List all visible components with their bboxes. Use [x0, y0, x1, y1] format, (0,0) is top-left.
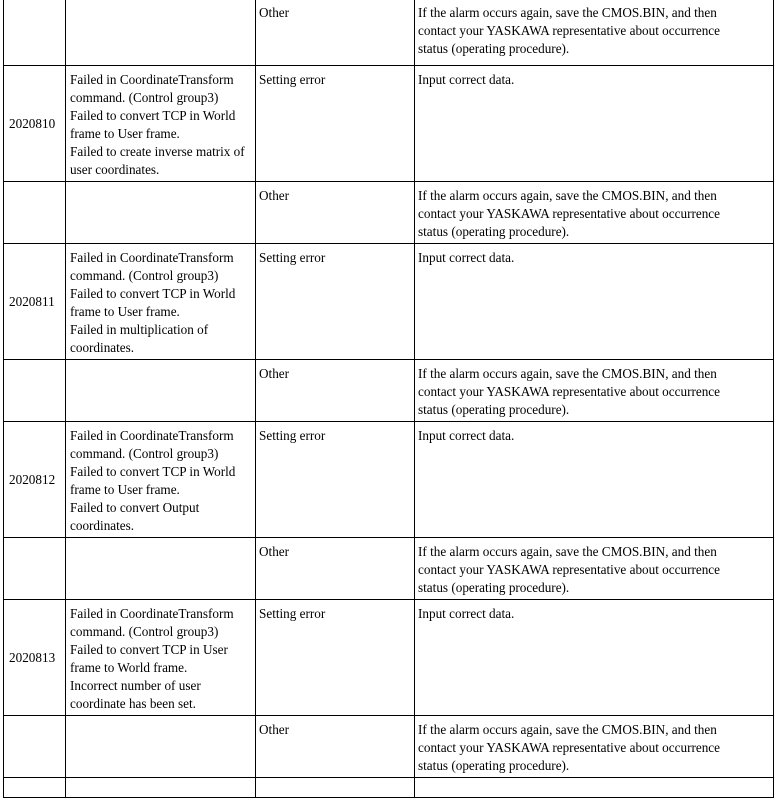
- cause-type-cell: [256, 182, 415, 244]
- cause-cell: [66, 716, 256, 778]
- remedy-line: If the alarm occurs again, save the CMOS.BIN, and then: [418, 188, 717, 203]
- cause-line: Failed to create inverse matrix of: [70, 144, 245, 159]
- cause-type-cell: [256, 66, 415, 182]
- remedy-cell: [415, 422, 774, 538]
- remedy-cell: [415, 360, 774, 422]
- remedy-line: Input correct data.: [418, 606, 515, 621]
- table-row: [4, 538, 774, 600]
- cause-line: coordinates.: [70, 340, 135, 355]
- alarm-code-cell: [4, 716, 66, 778]
- remedy-line: If the alarm occurs again, save the CMOS.BIN, and then: [418, 366, 717, 381]
- cause-cell: [66, 422, 256, 538]
- remedy-line: status (operating procedure).: [418, 224, 570, 239]
- cause-type-cell: [256, 778, 415, 798]
- cause-line: Failed in CoordinateTransform: [70, 250, 234, 265]
- cause-type: Other: [259, 722, 290, 737]
- table-row: [4, 0, 774, 66]
- cause-line: Failed in CoordinateTransform: [70, 428, 234, 443]
- cause-cell: [66, 0, 256, 66]
- remedy-line: contact your YASKAWA representative about occurrence: [418, 206, 721, 221]
- cause-line: Failed to convert TCP in World: [70, 464, 236, 479]
- remedy-line: status (operating procedure).: [418, 580, 570, 595]
- alarm-code-cell: [4, 244, 66, 360]
- cause-cell: [66, 66, 256, 182]
- cause-line: frame to User frame.: [70, 126, 180, 141]
- remedy-line: If the alarm occurs again, save the CMOS.BIN, and then: [418, 544, 717, 559]
- remedy-line: status (operating procedure).: [418, 41, 570, 56]
- remedy-line: status (operating procedure).: [418, 402, 570, 417]
- alarm-table-body: [4, 0, 774, 798]
- cause-cell: [66, 182, 256, 244]
- remedy-line: Input correct data.: [418, 428, 515, 443]
- remedy-line: If the alarm occurs again, save the CMOS.BIN, and then: [418, 722, 717, 737]
- remedy-cell: [415, 778, 774, 798]
- cause-line: command. (Control group3): [70, 624, 219, 639]
- table-row: [4, 600, 774, 716]
- remedy-cell: [415, 0, 774, 66]
- alarm-code: 2020810: [9, 115, 56, 131]
- cause-line: frame to User frame.: [70, 482, 180, 497]
- remedy-line: contact your YASKAWA representative about occurrence: [418, 562, 721, 577]
- alarm-code-cell: [4, 66, 66, 182]
- remedy-line: status (operating procedure).: [418, 758, 570, 773]
- table-row: [4, 422, 774, 538]
- cause-type-cell: [256, 244, 415, 360]
- cause-type-cell: [256, 716, 415, 778]
- table-row: [4, 716, 774, 778]
- alarm-code-cell: [4, 0, 66, 66]
- cause-cell: [66, 244, 256, 360]
- cause-type: Other: [259, 366, 290, 381]
- table-row: [4, 182, 774, 244]
- cause-cell: [66, 600, 256, 716]
- alarm-code: 2020813: [9, 649, 56, 665]
- alarm-code-cell: [4, 778, 66, 798]
- cause-line: command. (Control group3): [70, 446, 219, 461]
- alarm-code-cell: [4, 538, 66, 600]
- cause-line: Failed to convert Output: [70, 500, 200, 515]
- cause-line: frame to World frame.: [70, 660, 188, 675]
- cause-line: user coordinates.: [70, 162, 160, 177]
- cause-line: frame to User frame.: [70, 304, 180, 319]
- alarm-code: 2020812: [9, 471, 56, 487]
- remedy-cell: [415, 244, 774, 360]
- cause-type: Setting error: [259, 72, 326, 87]
- cause-line: command. (Control group3): [70, 90, 219, 105]
- cause-line: Failed in CoordinateTransform: [70, 72, 234, 87]
- cause-type-cell: [256, 538, 415, 600]
- remedy-cell: [415, 600, 774, 716]
- remedy-cell: [415, 716, 774, 778]
- table-row: [4, 66, 774, 182]
- cause-type-cell: [256, 0, 415, 66]
- cause-line: coordinates.: [70, 518, 135, 533]
- remedy-line: contact your YASKAWA representative about occurrence: [418, 740, 721, 755]
- cause-type: Other: [259, 5, 290, 20]
- remedy-line: Input correct data.: [418, 250, 515, 265]
- alarm-code-cell: [4, 600, 66, 716]
- cause-cell: [66, 360, 256, 422]
- cause-cell: [66, 778, 256, 798]
- cause-line: Failed in CoordinateTransform: [70, 606, 234, 621]
- cause-type-cell: [256, 360, 415, 422]
- cause-line: Failed to convert TCP in User: [70, 642, 228, 657]
- cause-type: Setting error: [259, 428, 326, 443]
- cause-type-cell: [256, 422, 415, 538]
- table-row: [4, 360, 774, 422]
- cause-line: coordinate has been set.: [70, 696, 196, 711]
- table-row: [4, 778, 774, 798]
- cause-type: Setting error: [259, 606, 326, 621]
- table-row: [4, 244, 774, 360]
- cause-cell: [66, 538, 256, 600]
- cause-line: command. (Control group3): [70, 268, 219, 283]
- cause-line: Incorrect number of user: [70, 678, 201, 693]
- remedy-cell: [415, 538, 774, 600]
- cause-type: Other: [259, 544, 290, 559]
- cause-type: Other: [259, 188, 290, 203]
- alarm-code: 2020811: [9, 293, 55, 309]
- remedy-line: contact your YASKAWA representative about occurrence: [418, 23, 721, 38]
- cause-line: Failed to convert TCP in World: [70, 108, 236, 123]
- alarm-table: [3, 0, 774, 798]
- remedy-line: If the alarm occurs again, save the CMOS.BIN, and then: [418, 5, 717, 20]
- cause-type-cell: [256, 600, 415, 716]
- cause-line: Failed in multiplication of: [70, 322, 209, 337]
- remedy-line: contact your YASKAWA representative about occurrence: [418, 384, 721, 399]
- cause-line: Failed to convert TCP in World: [70, 286, 236, 301]
- alarm-code-cell: [4, 182, 66, 244]
- remedy-cell: [415, 66, 774, 182]
- cause-type: Setting error: [259, 250, 326, 265]
- alarm-code-cell: [4, 422, 66, 538]
- alarm-code-cell: [4, 360, 66, 422]
- remedy-cell: [415, 182, 774, 244]
- remedy-line: Input correct data.: [418, 72, 515, 87]
